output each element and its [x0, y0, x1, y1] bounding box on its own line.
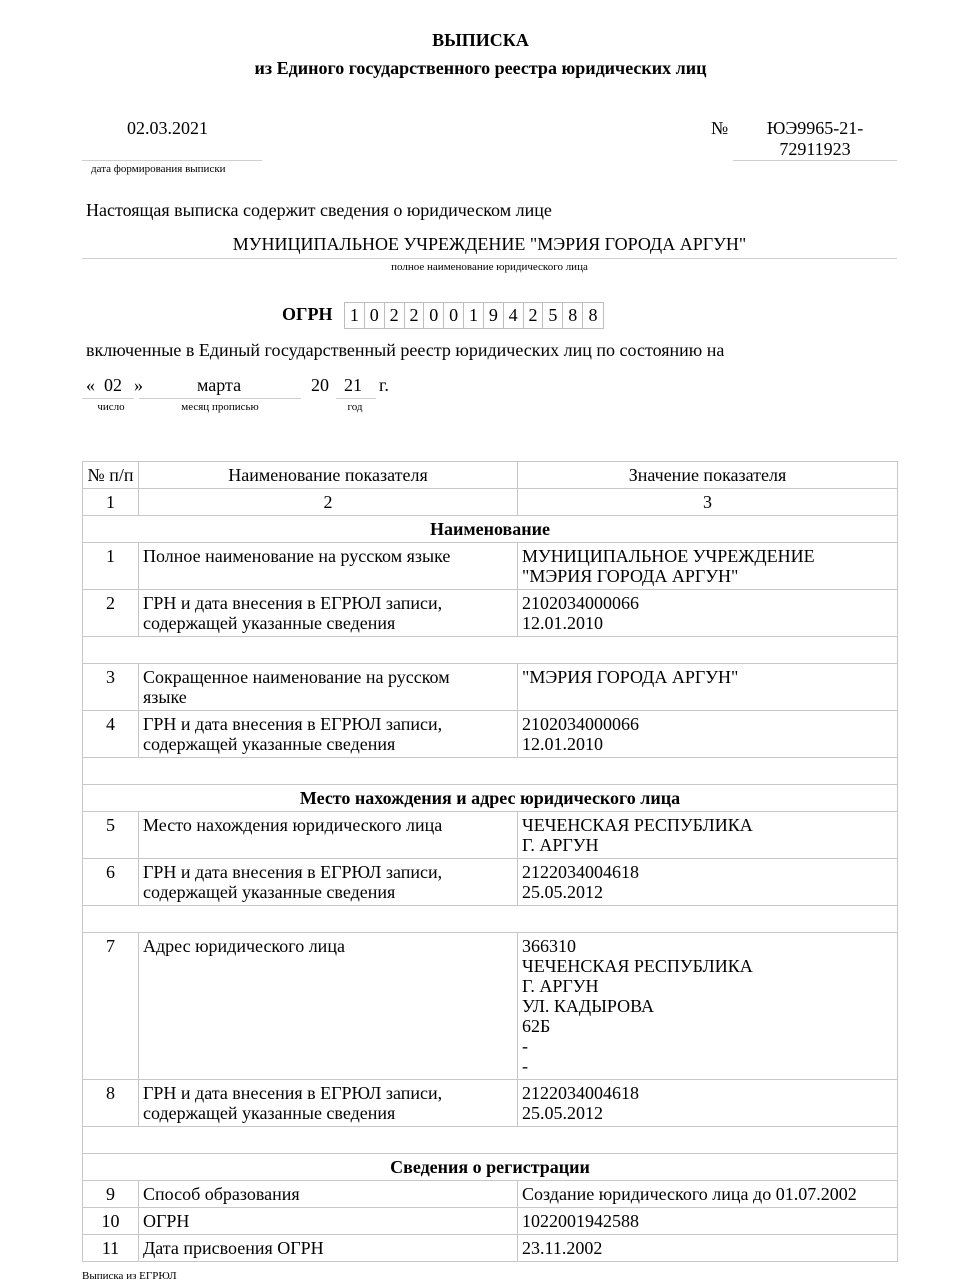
table-row [83, 812, 898, 859]
row-number: 2 [83, 590, 139, 637]
row-number: 8 [83, 1080, 139, 1127]
ogrn-label: ОГРН [282, 304, 333, 324]
document-subtitle: из Единого государственного реестра юридических лиц [254, 58, 707, 78]
indicator-name [139, 664, 518, 711]
ogrn-digit: 9 [484, 303, 504, 328]
state-year-abbr: г. [379, 375, 389, 395]
cell-line: 12.01.2010 [522, 734, 603, 754]
cell-line: содержащей указанные сведения [143, 613, 396, 633]
indicator-name [139, 933, 518, 1080]
indicator-name [139, 812, 518, 859]
cell-line: ГРН и дата внесения в ЕГРЮЛ записи, [143, 714, 443, 734]
cell-line: 25.05.2012 [522, 882, 603, 902]
cell-line: Дата присвоения ОГРН [143, 1238, 324, 1258]
ogrn-digit: 2 [524, 303, 544, 328]
table-row [83, 543, 898, 590]
indicator-name [139, 1080, 518, 1127]
ogrn-digit: 0 [444, 303, 464, 328]
cell-line: - [522, 1036, 528, 1056]
table-row [83, 1208, 898, 1235]
year-underline [336, 398, 376, 399]
row-number: 4 [83, 711, 139, 758]
cell-line: Способ образования [143, 1184, 300, 1204]
cell-line: содержащей указанные сведения [143, 1103, 396, 1123]
cell-line: Адрес юридического лица [143, 936, 345, 956]
month-caption: месяц прописью [181, 401, 259, 413]
header-value: Значение показателя [518, 462, 898, 489]
section-header-row [83, 516, 898, 543]
row-number: 11 [83, 1235, 139, 1262]
indicator-value [518, 812, 898, 859]
spacer-row [83, 637, 898, 664]
cell-line: ГРН и дата внесения в ЕГРЮЛ записи, [143, 593, 443, 613]
issue-date-caption: дата формирования выписки [91, 163, 226, 175]
open-quote: « [86, 375, 95, 395]
ogrn-digit: 2 [385, 303, 405, 328]
section-header-row [83, 785, 898, 812]
state-year-suffix: 21 [344, 375, 362, 395]
cell-line: 2102034000066 [522, 593, 639, 613]
table-row [83, 859, 898, 906]
spacer-row [83, 906, 898, 933]
table-row [83, 933, 898, 1080]
extract-number [735, 118, 895, 160]
cell-line: 25.05.2012 [522, 1103, 603, 1123]
org-full-name: МУНИЦИПАЛЬНОЕ УЧРЕЖДЕНИЕ "МЭРИЯ ГОРОДА АРГУН" [232, 234, 747, 254]
cell-line: ОГРН [143, 1211, 190, 1231]
header-number: № п/п [83, 462, 139, 489]
indicator-value [518, 543, 898, 590]
ogrn-digit: 8 [588, 305, 598, 325]
org-name-underline [82, 258, 897, 259]
indicator-value [518, 664, 898, 711]
cell-line: Г. АРГУН [522, 835, 599, 855]
cell-line: - [522, 1056, 528, 1076]
table-row [83, 711, 898, 758]
state-day: 02 [104, 375, 122, 395]
cell-line: Г. АРГУН [522, 976, 599, 996]
indicator-name [139, 859, 518, 906]
egrul-table [82, 461, 898, 1262]
document-title: ВЫПИСКА [432, 30, 529, 50]
spacer-cell [83, 637, 898, 664]
org-name-caption: полное наименование юридического лица [391, 261, 588, 273]
spacer-row [83, 758, 898, 785]
cell-line: ЧЕЧЕНСКАЯ РЕСПУБЛИКА [522, 956, 753, 976]
table-row [83, 1080, 898, 1127]
row-number: 6 [83, 859, 139, 906]
indicator-name [139, 1208, 518, 1235]
cell-line: Сокращенное наименование на русском [143, 667, 450, 687]
row-number: 9 [83, 1181, 139, 1208]
cell-line: "МЭРИЯ ГОРОДА АРГУН" [522, 566, 739, 586]
state-year-prefix: 20 [311, 375, 329, 395]
column-number: 2 [139, 489, 518, 516]
indicator-value [518, 859, 898, 906]
ogrn-digit: 1 [464, 303, 484, 328]
ogrn-digit: 2 [405, 303, 425, 328]
spacer-cell [83, 1127, 898, 1154]
table-row [83, 590, 898, 637]
cell-line: 366310 [522, 936, 576, 956]
day-underline [82, 398, 134, 399]
indicator-name [139, 543, 518, 590]
row-number: 3 [83, 664, 139, 711]
cell-line: 23.11.2002 [522, 1238, 603, 1258]
indicator-name [139, 1181, 518, 1208]
table-row [83, 1235, 898, 1262]
cell-line: ГРН и дата внесения в ЕГРЮЛ записи, [143, 862, 443, 882]
included-text: включенные в Единый государственный реестр юридических лиц по состоянию на [86, 340, 725, 360]
row-number: 5 [83, 812, 139, 859]
cell-line: 62Б [522, 1016, 551, 1036]
close-quote: » [134, 375, 143, 395]
cell-line: Место нахождения юридического лица [143, 815, 443, 835]
cell-line: содержащей указанные сведения [143, 734, 396, 754]
cell-line: "МЭРИЯ ГОРОДА АРГУН" [522, 667, 739, 687]
cell-line: 2102034000066 [522, 714, 639, 734]
ogrn-digit: 0 [424, 303, 444, 328]
cell-line: содержащей указанные сведения [143, 882, 396, 902]
ogrn-digit: 8 [563, 303, 583, 328]
date-underline [82, 160, 262, 161]
indicator-name [139, 1235, 518, 1262]
cell-line: УЛ. КАДЫРОВА [522, 996, 655, 1016]
indicator-value [518, 933, 898, 1080]
year-caption: год [347, 401, 363, 413]
indicator-value [518, 711, 898, 758]
spacer-row [83, 1127, 898, 1154]
column-number: 1 [83, 489, 139, 516]
indicator-value [518, 590, 898, 637]
column-number: 3 [518, 489, 898, 516]
cell-line: языке [143, 687, 187, 707]
issue-date: 02.03.2021 [127, 118, 208, 138]
cell-line: МУНИЦИПАЛЬНОЕ УЧРЕЖДЕНИЕ [522, 546, 815, 566]
number-sign: № [711, 118, 729, 138]
ogrn-digit: 4 [504, 303, 524, 328]
table-column-numbers-row [83, 489, 898, 516]
section-title: Сведения о регистрации [83, 1154, 898, 1181]
cell-line: 2122034004618 [522, 862, 639, 882]
spacer-cell [83, 906, 898, 933]
ogrn-digit: 5 [543, 303, 563, 328]
day-caption: число [97, 401, 125, 413]
extract-number-line2: 72911923 [779, 139, 851, 159]
section-title: Наименование [83, 516, 898, 543]
cell-line: Создание юридического лица до 01.07.2002 [522, 1184, 857, 1204]
indicator-value [518, 1235, 898, 1262]
table-header-row [83, 462, 898, 489]
indicator-name [139, 711, 518, 758]
cell-line: ГРН и дата внесения в ЕГРЮЛ записи, [143, 1083, 443, 1103]
header-indicator: Наименование показателя [139, 462, 518, 489]
cell-line: Полное наименование на русском языке [143, 546, 451, 566]
indicator-value [518, 1080, 898, 1127]
ogrn-digit: 0 [365, 303, 385, 328]
table-row [83, 1181, 898, 1208]
state-month: марта [197, 375, 242, 395]
cell-line: ЧЕЧЕНСКАЯ РЕСПУБЛИКА [522, 815, 753, 835]
indicator-name [139, 590, 518, 637]
ogrn-digit: 1 [345, 303, 365, 328]
section-header-row [83, 1154, 898, 1181]
month-underline [139, 398, 301, 399]
row-number: 7 [83, 933, 139, 1080]
spacer-cell [83, 758, 898, 785]
row-number: 1 [83, 543, 139, 590]
number-underline [733, 160, 897, 161]
extract-number-line1: ЮЭ9965-21- [766, 118, 864, 138]
indicator-value [518, 1208, 898, 1235]
section-title: Место нахождения и адрес юридического лица [83, 785, 898, 812]
row-number: 10 [83, 1208, 139, 1235]
cell-line: 1022001942588 [522, 1211, 639, 1231]
cell-line: 2122034004618 [522, 1083, 639, 1103]
intro-text: Настоящая выписка содержит сведения о юридическом лице [86, 200, 552, 220]
indicator-value [518, 1181, 898, 1208]
footer-text: Выписка из ЕГРЮЛ [82, 1270, 177, 1282]
cell-line: 12.01.2010 [522, 613, 603, 633]
table-row [83, 664, 898, 711]
ogrn-digit-boxes [344, 302, 604, 329]
